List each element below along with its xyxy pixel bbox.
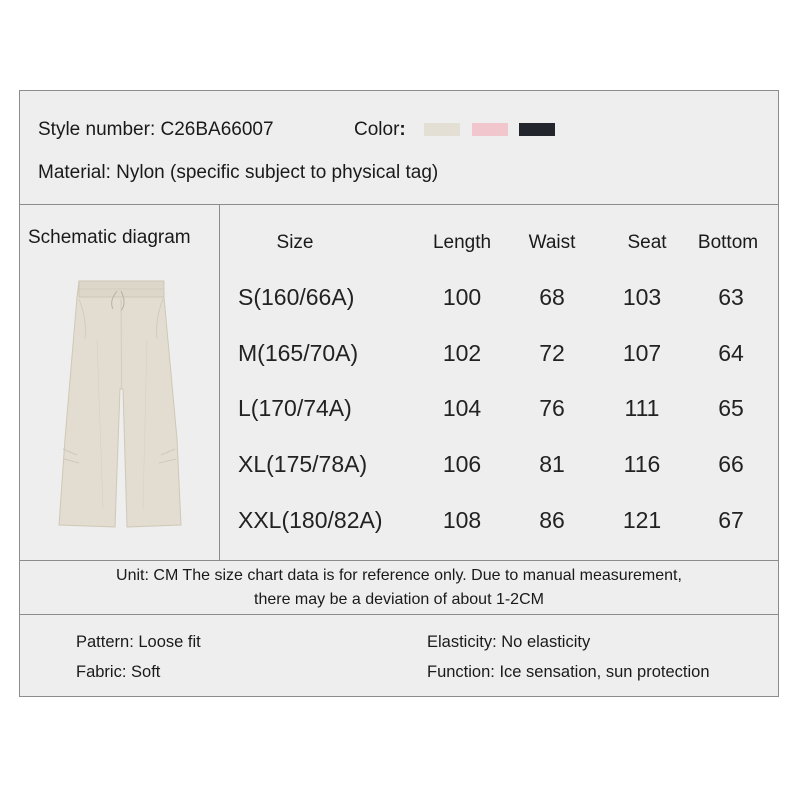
bottom-cell: 65 (718, 395, 744, 421)
size-cell: S(160/66A) (238, 284, 355, 310)
function-attribute: Function: Ice sensation, sun protection (427, 663, 710, 681)
divider (20, 204, 778, 205)
waist-cell: 81 (539, 451, 565, 477)
elasticity-attribute: Elasticity: No elasticity (427, 633, 591, 651)
fabric-attribute: Fabric: Soft (76, 663, 161, 681)
color-label: Color: (354, 119, 406, 140)
style-number: Style number: C26BA66007 (38, 119, 274, 140)
bottom-cell: 63 (718, 284, 744, 310)
header-length: Length (432, 232, 492, 253)
swatch-beige (424, 123, 460, 136)
unit-note-line2: there may be a deviation of about 1-2CM (254, 591, 544, 608)
divider (20, 614, 778, 615)
seat-cell: 111 (624, 395, 660, 421)
waist-cell: 72 (539, 340, 565, 366)
bottom-cell: 64 (718, 340, 744, 366)
unit-note-line1: Unit: CM The size chart data is for reference only. Due to manual measurement, (116, 567, 682, 584)
size-chart-card (19, 90, 779, 697)
waist-cell: 76 (539, 395, 565, 421)
seat-cell: 121 (622, 507, 662, 533)
schematic-title: Schematic diagram (28, 227, 191, 248)
bottom-cell: 67 (718, 507, 744, 533)
header-seat: Seat (627, 232, 667, 253)
seat-cell: 107 (622, 340, 662, 366)
length-cell: 108 (442, 507, 482, 533)
size-cell: L(170/74A) (238, 395, 352, 421)
swatch-black (519, 123, 555, 136)
header-waist: Waist (528, 232, 576, 253)
divider (20, 560, 778, 561)
waist-cell: 68 (539, 284, 565, 310)
pattern-attribute: Pattern: Loose fit (76, 633, 201, 651)
seat-cell: 103 (622, 284, 662, 310)
waist-cell: 86 (539, 507, 565, 533)
length-cell: 102 (442, 340, 482, 366)
size-cell: M(165/70A) (238, 340, 359, 366)
header-bottom: Bottom (697, 232, 759, 253)
length-cell: 104 (442, 395, 482, 421)
seat-cell: 116 (623, 451, 661, 477)
header-size: Size (276, 232, 314, 253)
length-cell: 100 (442, 284, 482, 310)
column-divider (219, 204, 220, 560)
bottom-cell: 66 (718, 451, 744, 477)
length-cell: 106 (442, 451, 482, 477)
size-cell: XXL(180/82A) (238, 507, 383, 533)
size-cell: XL(175/78A) (238, 451, 368, 477)
material-text: Material: Nylon (specific subject to physical tag) (38, 162, 439, 183)
pants-illustration (57, 279, 187, 529)
swatch-pink (472, 123, 508, 136)
